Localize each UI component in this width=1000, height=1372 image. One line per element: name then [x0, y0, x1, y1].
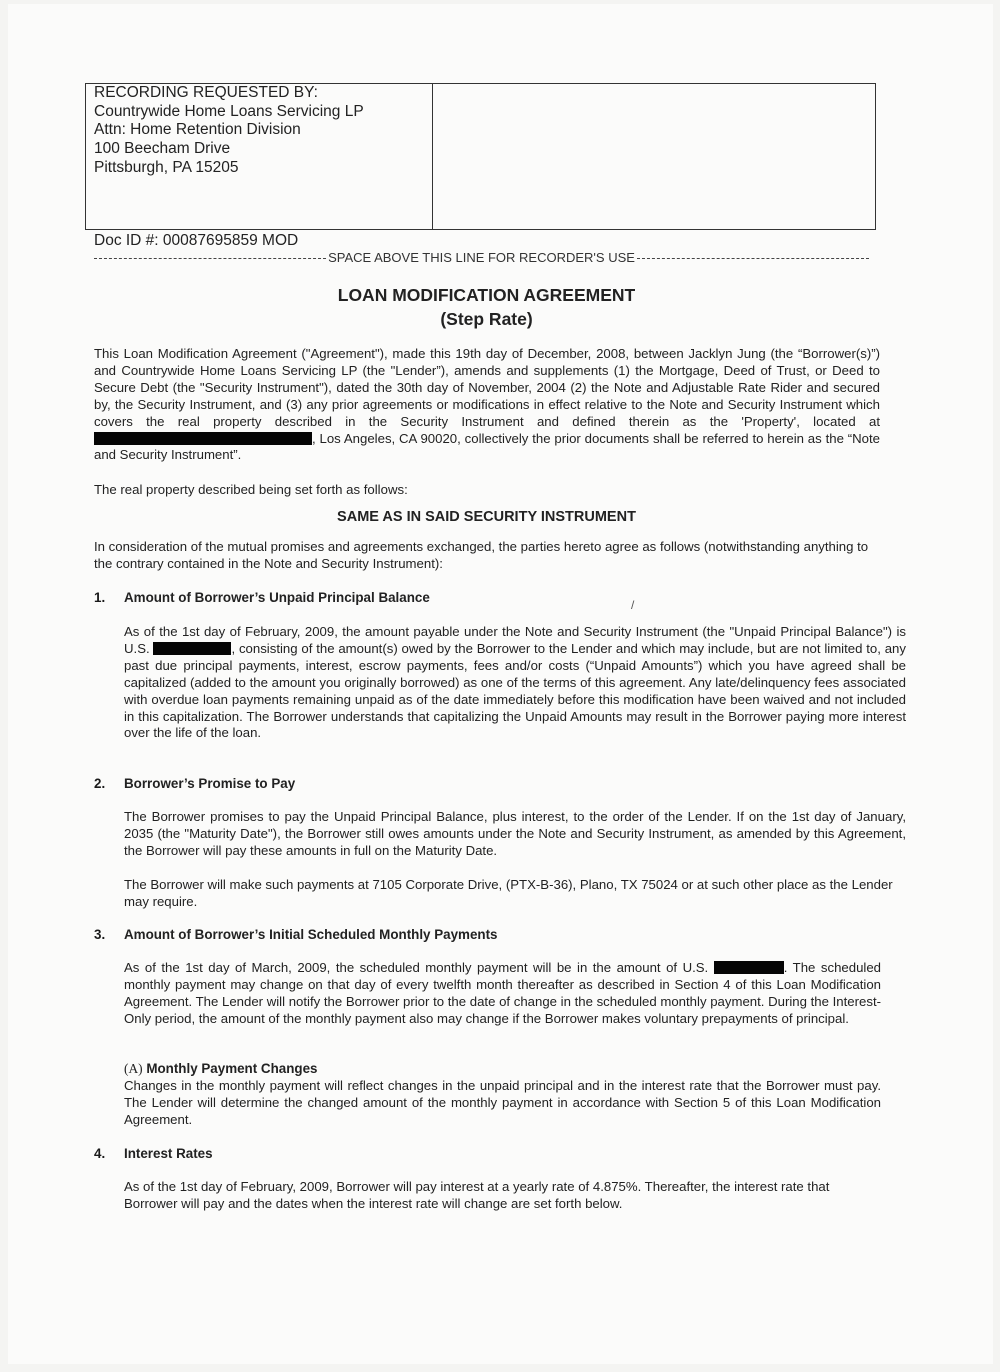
recording-line: Countrywide Home Loans Servicing LP	[94, 102, 364, 120]
subsection-label: (A)	[124, 1061, 143, 1076]
section-2-text: The Borrower promises to pay the Unpaid Principal Balance, plus interest, to the order of the Lender. If on the 1st day of January, 2035 (the "Maturity Date"), the Borrower still owes amounts under the Note and Security Instrument, as amended by this Agreement, the Borrower will pay these amounts in full on the Maturity Date.	[124, 809, 906, 858]
recording-box	[85, 83, 876, 230]
section-text: , consisting of the amount(s) owed by the Borrower to the Lender and which may include, but are not limited to, any past due principal payments, interest, escrow payments, fees and/or costs (“Unpaid Amounts”) which you have agreed shall be capitalized (added to the amount you originally borrowed) as one of the terms of this agreement. Any late/delinquency fees associated with overdue loan payments remaining unpaid as of the date immediately before this modification have been waived and not included in this capitalization. The Borrower understands that capitalizing the Unpaid Amounts may result in the Borrower paying more interest over the life of the loan.	[124, 640, 906, 741]
section-4-text: As of the 1st day of February, 2009, Borrower will pay interest at a yearly rate of 4.875%. Thereafter, the interest rate that Borrower will pay and the dates when the interest rate will change are set forth below.	[124, 1179, 830, 1211]
dash-rule	[637, 258, 869, 259]
section-heading: Borrower’s Promise to Pay	[124, 776, 296, 791]
recorder-use-text: SPACE ABOVE THIS LINE FOR RECORDER'S USE	[328, 250, 635, 265]
redaction-bar	[714, 961, 784, 974]
recorder-use-line	[94, 250, 869, 265]
intro-text: , Los Angeles, CA 90020, collectively the prior documents shall be referred to herein as the “Note and Security Instrument”.	[94, 430, 880, 463]
section-number: 3.	[94, 927, 106, 942]
recording-line: 100 Beecham Drive	[94, 140, 231, 158]
section-number: 2.	[94, 776, 106, 791]
section-1-text	[124, 624, 906, 742]
same-as-heading: SAME AS IN SAID SECURITY INSTRUMENT	[337, 509, 636, 525]
subsection-heading	[124, 1061, 317, 1077]
subsection-text: Changes in the monthly payment will reflect changes in the unpaid principal and in the interest rate that the Borrower must pay. The Lender will determine the changed amount of the monthly payment in accordance with Section 5 of this Loan Modification Agreement.	[124, 1078, 881, 1127]
consideration-text: In consideration of the mutual promises and agreements exchanged, the parties hereto agree as follows (notwithstanding anything to the contrary contained in the Note and Security Instrument):	[94, 539, 869, 571]
redaction-bar	[153, 642, 231, 655]
recording-line: Pittsburgh, PA 15205	[94, 158, 239, 176]
subsection-title: Monthly Payment Changes	[146, 1061, 318, 1076]
redaction-bar	[94, 432, 312, 445]
section-text: As of the 1st day of March, 2009, the scheduled monthly payment will be in the amount of U.S.	[124, 960, 709, 975]
section-heading: Amount of Borrower’s Unpaid Principal Balance	[124, 590, 430, 605]
recording-line: Attn: Home Retention Division	[94, 121, 301, 139]
section-3-text	[124, 960, 881, 1028]
document-subtitle: (Step Rate)	[440, 309, 533, 329]
recording-requested-by	[86, 84, 433, 229]
recording-line: RECORDING REQUESTED BY:	[94, 84, 318, 101]
real-property-text: The real property described being set forth as follows:	[94, 482, 408, 497]
stray-mark: /	[631, 598, 635, 612]
section-number: 1.	[94, 590, 106, 605]
section-text: As of the 1st day of February, 2009, the amount payable under the Note and Security Instrument (the "Unpaid Principal Balance") is U.S.	[124, 624, 906, 656]
section-text: . The scheduled monthly payment may change on that day of every twelfth month thereafter as described in Section 4 of this Loan Modification Agreement. The Lender will notify the Borrower prior to the date of change in the scheduled monthly payment. During the Interest-Only period, the amount of the monthly payment also may change if the Borrower makes voluntary prepayments of principal.	[124, 960, 881, 1026]
dash-rule	[94, 258, 326, 259]
section-heading: Amount of Borrower’s Initial Scheduled Monthly Payments	[124, 927, 498, 942]
document-title: LOAN MODIFICATION AGREEMENT	[337, 285, 636, 305]
section-number: 4.	[94, 1146, 106, 1161]
section-2-text: The Borrower will make such payments at 7105 Corporate Drive, (PTX-B-36), Plano, TX 75024 or at such other place as the Lender may require.	[124, 877, 893, 909]
doc-id: Doc ID #: 00087695859 MOD	[94, 232, 299, 249]
intro-paragraph	[94, 346, 880, 464]
section-heading: Interest Rates	[124, 1146, 213, 1161]
intro-text: This Loan Modification Agreement ("Agreement"), made this 19th day of December, 2008, between Jacklyn Jung (the “Borrower(s)”) and Countrywide Home Loans Servicing LP (the "Lender”), amends and supplements (1) the Mortgage, Deed of Trust, or Deed to Secure Debt (the "Security Instrument"), dated the 30th day of November, 2004 (2) the Note and Adjustable Rate Rider and secured by, the Security Instrument, and (3) any prior agreements or modifications in effect relative to the Note and Security Instrument which covers the real property described in the Security Instrument and defined therein as the 'Property', located at	[94, 346, 880, 429]
